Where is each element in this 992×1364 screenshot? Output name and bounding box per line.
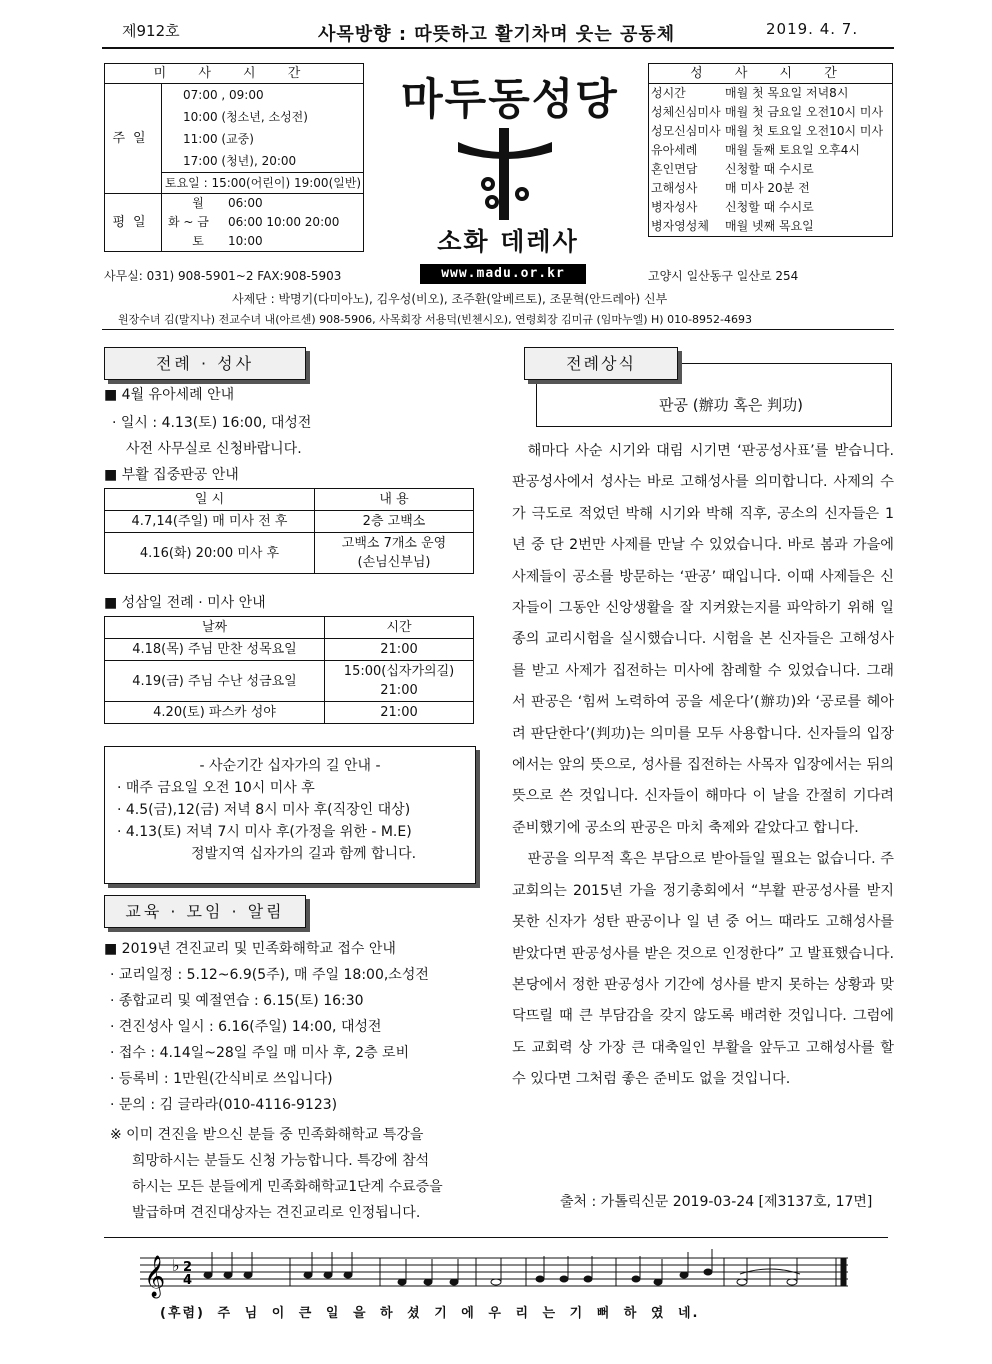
office-contact: 사무실: 031) 908-5901~2 FAX:908-5903 <box>104 269 342 283</box>
section-title-education: 교육 · 모임 · 알림 <box>104 895 306 928</box>
article-title: 판공 (辦功 혹은 判功) <box>659 396 803 414</box>
education-line: · 견진성사 일시 : 6.16(주일) 14:00, 대성전 <box>110 1019 382 1035</box>
sacrament-times-title: 성 사 시 간 <box>649 64 893 84</box>
article-paragraph: 해마다 사순 시기와 대림 시기면 ‘판공성사표’를 받습니다. 판공성사에서 성사는 바로 고해성사를 의미합니다. 사제의 수가 극도로 적었던 박해 시기와 박해 직후, 공소의 신자들은 1년 중 단 2번만 사제를 만날 수 있었습니다. 바로 봄과 가을에 사제들이 공소를 방문하는 ‘판공’ 때입니다. 이때 사제들은 신자들이 그동안 신앙생활을 잘 지켜왔는지를 파악하기 위해 일종의 교리시험을 실시했습니다. 시험을 본 신자들은 고해성사를 받고 사제가 집전하는 미사에 참례할 수 있었습니다. 그래서 판공은 ‘힘써 노력하여 공을 세운다’(辦功)와 ‘공로를 헤아려 판단한다’(判功)는 의미를 모두 사용합니다. 신자들의 입장에서는 앞의 뜻으로, 성사를 집전하는 사목자 입장에서는 뒤의 뜻으로 쓴 것입니다. 신자들이 해마다 이 날을 간절히 기다려 준비했기에 공소의 판공은 마치 축제와 같았다고 합니다. <box>512 443 894 836</box>
sacrament-row <box>649 160 892 179</box>
weekday-row <box>168 232 360 251</box>
website-link[interactable]: www.madu.or.kr <box>420 264 586 284</box>
triduum-date: 4.20(토) 파스카 성야 <box>105 702 325 724</box>
sacrament-name: 고해성사 <box>651 181 698 195</box>
sunday-label: 주일 <box>105 84 162 194</box>
education-line: · 등록비 : 1만원(간식비로 쓰입니다) <box>110 1071 333 1087</box>
weekday-time: 10:00 <box>228 234 263 248</box>
confession-table <box>104 488 474 574</box>
education-note <box>110 1122 443 1226</box>
sacrament-row <box>649 198 892 217</box>
confession-content-line: (손님신부님) <box>357 555 431 570</box>
weekday-row <box>168 194 360 213</box>
time-signature-bottom: 4 <box>183 1273 193 1288</box>
education-line: · 접수 : 4.14일~28일 주일 매 미사 후, 2층 로비 <box>110 1045 410 1061</box>
triduum-col-time: 시간 <box>325 617 474 639</box>
church-name: 마두동성당 <box>401 75 619 125</box>
triduum-time: 21:00 <box>325 639 474 661</box>
sunday-time-3: 11:00 (교중) <box>183 132 254 146</box>
weekday-times <box>162 194 364 252</box>
triduum-date: 4.18(목) 주님 만찬 성목요일 <box>105 639 325 661</box>
sunday-time-1: 07:00 , 09:00 <box>183 88 264 102</box>
patron-saint: 소화 데레사 <box>437 227 579 256</box>
triduum-heading: ■ 성삼일 전례 · 미사 안내 <box>104 595 266 611</box>
sacrament-name: 유아세례 <box>651 143 698 157</box>
education-heading: ■ 2019년 견진교리 및 민족화해학교 접수 안내 <box>104 941 396 957</box>
issue-number: 제912호 <box>122 22 180 40</box>
sacrament-rows <box>649 84 893 237</box>
triduum-table <box>104 616 474 724</box>
confession-heading: ■ 부활 집중판공 안내 <box>104 467 239 483</box>
stations-line: 정발지역 십자가의 길과 함께 합니다. <box>191 846 417 862</box>
sacrament-row <box>649 122 892 141</box>
weekday-time: 06:00 <box>228 196 263 210</box>
education-note-line: 발급하며 견진대상자는 견진교리로 인정됩니다. <box>132 1205 421 1221</box>
education-lines <box>110 962 429 1118</box>
sacrament-time: 매월 첫 목요일 저녁8시 <box>725 86 849 100</box>
confession-content <box>315 533 474 574</box>
confession-date: 4.16(화) 20:00 미사 후 <box>105 533 315 574</box>
sacrament-row <box>649 217 892 236</box>
sacrament-row <box>649 141 892 160</box>
church-address: 고양시 일산동구 일산로 254 <box>648 269 799 283</box>
stations-line: · 4.13(토) 저녁 7시 미사 후(가정을 위한 - M.E) <box>117 824 412 840</box>
treble-clef-icon: 𝄞 <box>144 1256 166 1297</box>
confession-content-line: 고백소 7개소 운영 <box>341 536 447 551</box>
time-signature-top: 2 <box>183 1260 193 1275</box>
confession-date: 4.7,14(주일) 매 미사 전 후 <box>105 511 315 533</box>
header-bottom-rule <box>102 329 894 330</box>
triduum-col-date: 날짜 <box>105 617 325 639</box>
music-lyrics: (후렴) 주 님 이 큰 일 을 하 셨 기 에 우 리 는 기 뻐 하 였 네. <box>160 1306 700 1321</box>
triduum-time: 21:00 <box>325 702 474 724</box>
sacrament-name: 병자성사 <box>651 200 698 214</box>
sacrament-time: 매월 넷째 목요일 <box>725 219 814 233</box>
education-line: · 종합교리 및 예절연습 : 6.15(토) 16:30 <box>110 993 364 1009</box>
notes <box>204 1249 846 1286</box>
stations-line: · 4.5(금),12(금) 저녁 8시 미사 후(직장인 대상) <box>117 802 411 818</box>
staff-list: 원장수녀 김(말지나) 전교수녀 내(아르센) 908-5906, 사목회장 서용덕(빈첸시오), 연령회장 김미규 (임마누엘) H) 010-8952-4693 <box>118 313 753 326</box>
sacrament-time: 신청할 때 수시로 <box>725 162 814 176</box>
weekday-row <box>168 213 360 232</box>
stations-of-cross-notice <box>104 746 476 884</box>
header-rule <box>102 47 894 49</box>
sacrament-name: 성시간 <box>651 86 686 100</box>
flat-sign-icon: ♭ <box>172 1256 180 1275</box>
article-body <box>512 436 894 1096</box>
cross-logo-icon <box>440 122 570 222</box>
sacrament-row <box>649 179 892 198</box>
education-note-line: 하시는 모든 분들에게 민족화해학교1단계 수료증을 <box>132 1179 443 1195</box>
weekday-day: 화 ~ 금 <box>168 215 209 229</box>
music-top-rule <box>104 1237 888 1238</box>
infant-baptism-heading: ■ 4월 유아세례 안내 <box>104 387 235 403</box>
mass-times-table <box>104 63 364 252</box>
mass-times-title: 미 사 시 간 <box>105 64 364 84</box>
confession-content: 2층 고백소 <box>315 511 474 533</box>
sacrament-time: 매 미사 20분 전 <box>725 181 810 195</box>
sacrament-row <box>649 84 892 103</box>
issue-date: 2019. 4. 7. <box>766 20 859 38</box>
sacrament-times-table <box>648 63 893 237</box>
section-title-liturgy-knowledge: 전례상식 <box>524 347 678 380</box>
infant-baptism-date: · 일시 : 4.13(토) 16:00, 대성전 <box>112 415 312 431</box>
sunday-time-2: 10:00 (청소년, 소성전) <box>183 110 308 124</box>
weekday-label: 평일 <box>105 194 162 252</box>
section-title-liturgy: 전례 · 성사 <box>104 347 306 380</box>
sacrament-name: 성모신심미사 <box>651 124 721 138</box>
triduum-time-line: 21:00 <box>380 683 418 698</box>
education-line: · 교리일정 : 5.12~6.9(5주), 매 주일 18:00,소성전 <box>110 967 429 983</box>
triduum-date: 4.19(금) 주님 수난 성금요일 <box>105 661 325 702</box>
confession-col-content: 내 용 <box>315 489 474 511</box>
clergy-list: 사제단 : 박명기(다미아노), 김우성(비오), 조주환(알베르토), 조문혁(안드레아) 신부 <box>232 292 668 306</box>
sacrament-row <box>649 103 892 122</box>
education-note-line: ※ 이미 견진을 받으신 분들 중 민족화해학교 특강을 <box>110 1127 424 1143</box>
sacrament-name: 혼인면담 <box>651 162 698 176</box>
sacrament-time: 신청할 때 수시로 <box>725 200 814 214</box>
weekday-day: 토 <box>192 234 204 248</box>
triduum-time <box>325 661 474 702</box>
pastoral-motto: 사목방향 : 따뜻하고 활기차며 웃는 공동체 <box>318 24 676 45</box>
sacrament-time: 매월 둘째 토요일 오후4시 <box>725 143 860 157</box>
saturday-times: 토요일 : 15:00(어린이) 19:00(일반) <box>162 172 363 193</box>
infant-baptism-note: 사전 사무실로 신청바랍니다. <box>126 441 302 457</box>
sunday-time-4: 17:00 (청년), 20:00 <box>183 154 297 168</box>
weekday-day: 월 <box>192 196 204 210</box>
triduum-time-line: 15:00(십자가의길) <box>343 664 455 679</box>
education-line: · 문의 : 김 글라라(010-4116-9123) <box>110 1097 338 1113</box>
sacrament-name: 병자영성체 <box>651 219 709 233</box>
music-staff <box>140 1244 852 1300</box>
article-source: 출처 : 가톨릭신문 2019-03-24 [제3137호, 17면] <box>560 1194 873 1210</box>
sunday-times <box>162 84 364 194</box>
sacrament-time: 매월 첫 금요일 오전10시 미사 <box>725 105 884 119</box>
confession-col-date: 일 시 <box>105 489 315 511</box>
sacrament-time: 매월 첫 토요일 오전10시 미사 <box>725 124 884 138</box>
stations-line: · 매주 금요일 오전 10시 미사 후 <box>117 780 315 796</box>
weekday-time: 06:00 10:00 20:00 <box>228 215 340 229</box>
article-paragraph: 판공을 의무적 혹은 부담으로 받아들일 필요는 없습니다. 주교회의는 2015년 가을 정기총회에서 “부활 판공성사를 받지 못한 신자가 성탄 판공이나 일 년 중 어느 때라도 고해성사를 받았다면 판공성사를 받은 것으로 인정한다” 고 발표했습니다. 본당에서 정한 판공성사 기간에 성사를 받지 못하는 상황과 맞닥뜨릴 때 큰 부담감을 갖지 않도록 배려한 것입니다. 그럼에도 교회력 상 가장 큰 대축일인 부활을 앞두고 고해성사를 할 수 있다면 그처럼 좋은 준비도 없을 것입니다. <box>512 851 894 1088</box>
sacrament-name: 성체신심미사 <box>651 105 721 119</box>
stations-title: - 사순기간 십자가의 길 안내 - <box>199 758 381 774</box>
education-note-line: 희망하시는 분들도 신청 가능합니다. 특강에 참석 <box>132 1153 430 1169</box>
